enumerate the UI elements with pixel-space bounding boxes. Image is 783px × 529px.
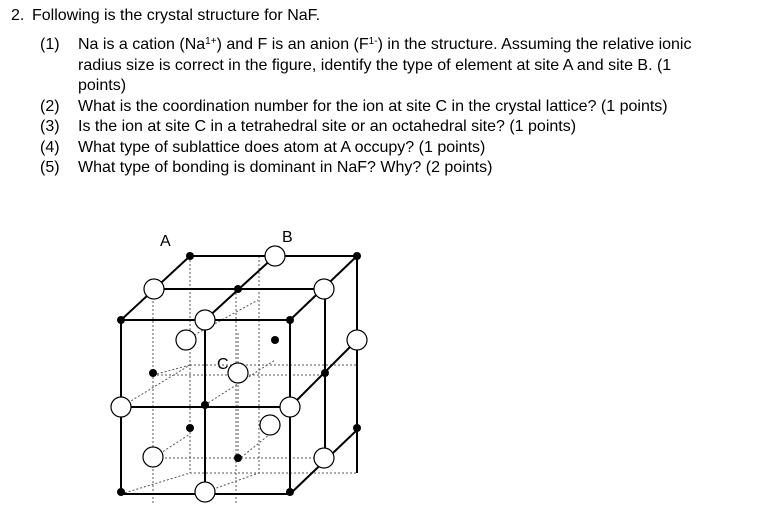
sub-question-number: (4) [40,138,60,156]
small-ion [149,369,157,377]
sub-question-5 [40,158,783,179]
crystal-structure-figure [100,222,380,522]
sub-question-number: (1) [40,36,60,53]
small-ion [286,488,294,496]
large-ion [176,330,196,350]
sub-question-line: radius size is correct in the figure, identify the type of element at site A and site B. (1 [78,56,672,74]
question-heading [11,6,320,26]
sub-question-number: (2) [40,97,60,115]
charge-superscript: 1- [368,36,378,47]
sub-question-2 [40,97,783,118]
sub-question-3 [40,117,783,138]
small-ion [286,316,294,324]
sub-question-1 [40,35,783,97]
question-title: Following is the crystal structure for NaF. [32,7,321,24]
small-ion [186,424,194,432]
sub-question-number: (3) [40,118,60,135]
small-ion [234,285,242,293]
text-run: ) and F is an anion (F [216,36,369,53]
small-ion [353,424,361,432]
sub-question-4 [40,138,783,159]
large-ion [347,330,367,350]
large-ion [280,397,300,417]
large-ion [265,246,285,266]
small-ion [117,488,125,496]
small-ion [353,252,361,260]
small-ion [234,454,242,462]
site-label-c: C [217,356,229,373]
small-ion [117,316,125,324]
large-ion [228,363,248,383]
large-ion [314,448,334,468]
sub-question-text: What type of bonding is dominant in NaF? Why? (2 points) [78,159,493,176]
large-ion [144,279,164,299]
site-label-a: A [160,233,171,250]
large-ion [195,482,215,502]
sub-question-text: What is the coordination number for the ion at site C in the crystal lattice? (1 points) [78,97,668,115]
text-run: Na is a cation (Na [78,36,206,53]
sub-question-text: Is the ion at site C in a tetrahedral site or an octahedral site? (1 points) [78,118,577,135]
small-ion [271,336,279,344]
question-number: 2. [11,7,25,24]
sub-question-list [40,35,783,179]
text-run: ) in the structure. Assuming the relative ionic [377,36,692,53]
large-ion [260,415,280,435]
small-ion [321,369,329,377]
charge-superscript: 1+ [205,36,217,47]
sub-question-text: What type of sublattice does atom at A occupy? (1 points) [78,138,486,156]
sub-question-number: (5) [40,159,60,176]
large-ion [143,447,163,467]
small-ion [186,252,194,260]
sub-question-line [78,35,783,56]
sub-question-line: points) [78,77,127,94]
small-ion [201,401,209,409]
large-ion [111,397,131,417]
large-ion [195,310,215,330]
site-label-b: B [282,229,293,246]
large-ion [314,279,334,299]
